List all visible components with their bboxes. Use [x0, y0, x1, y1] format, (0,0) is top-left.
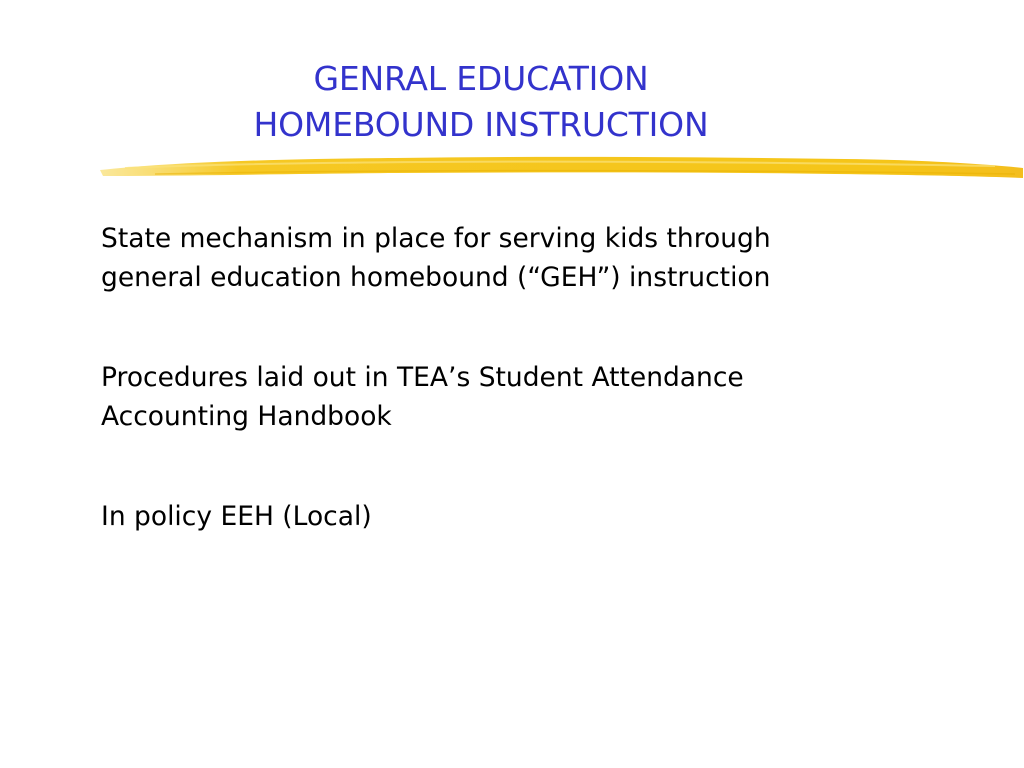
bullet-line: State mechanism in place for serving kids through	[101, 223, 771, 254]
highlighter-stroke	[95, 146, 1024, 188]
slide-title-line-2: HOMEBOUND INSTRUCTION	[253, 105, 709, 144]
bullet-list	[101, 219, 981, 597]
slide-title	[0, 56, 962, 148]
bullet-item	[101, 358, 981, 436]
bullet-line: general education homebound (“GEH”) instruction	[101, 262, 771, 293]
bullet-line: Procedures laid out in TEA’s Student Attendance	[101, 362, 744, 393]
slide-title-line-1: GENRAL EDUCATION	[313, 59, 649, 98]
bullet-line: Accounting Handbook	[101, 401, 392, 432]
bullet-line: In policy EEH (Local)	[101, 501, 372, 532]
bullet-item	[101, 219, 981, 297]
bullet-item	[101, 497, 981, 536]
